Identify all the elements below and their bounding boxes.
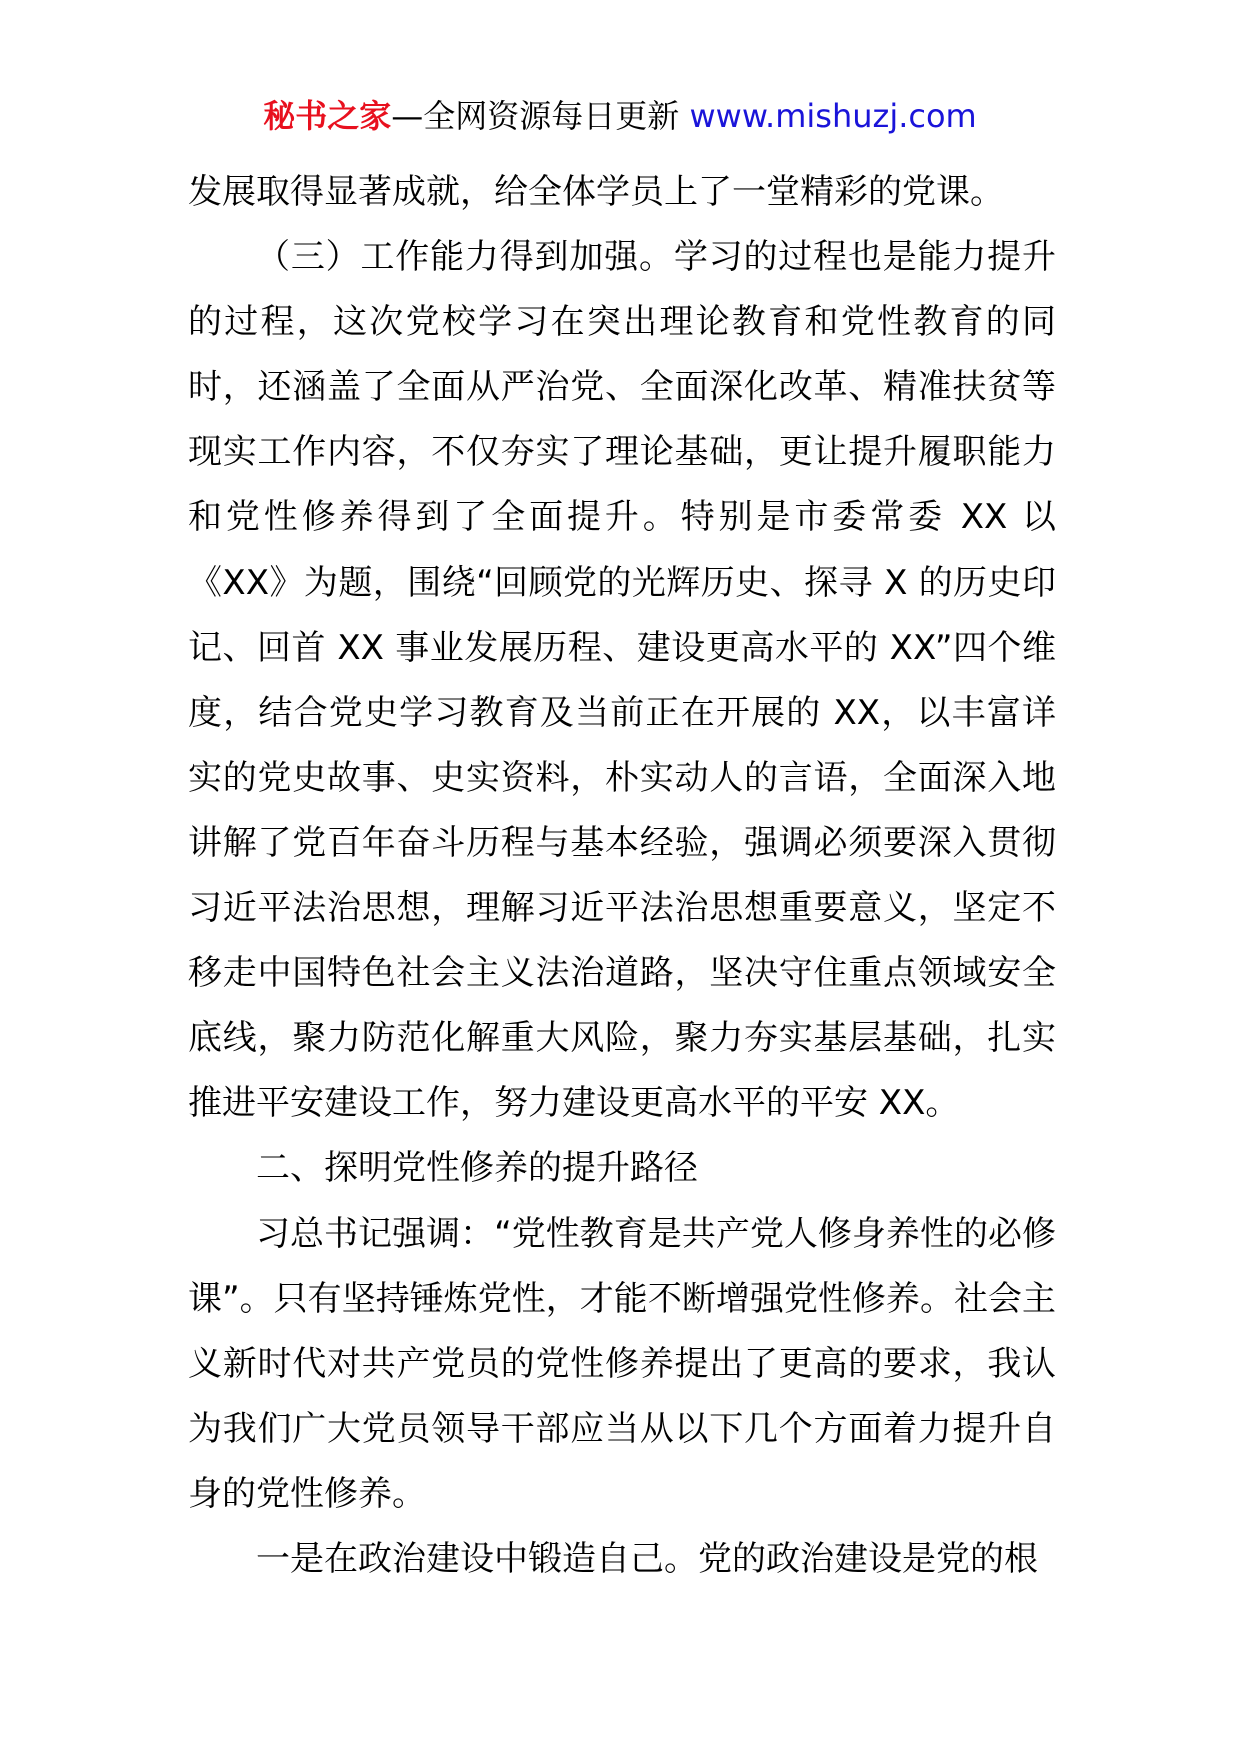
- paragraph-work-ability: （三）工作能力得到加强。学习的过程也是能力提升的过程，这次党校学习在突出理论教育和党性教育的同时，还涵盖了全面从严治党、全面深化改革、精准扶贫等现实工作内容，不仅夯实了理论基础，更让提升履职能力和党性修养得到了全面提升。特别是市委常委 XX 以《XX》为题，围绕“回顾党的光辉历史、探寻 X 的历史印记、回首 XX 事业发展历程、建设更高水平的 XX”四个维度，结合党史学习教育及当前正在开展的 XX，以丰富详实的党史故事、史实资料，朴实动人的言语，全面深入地讲解了党百年奋斗历程与基本经验，强调必须要深入贯彻习近平法治思想，理解习近平法治思想重要意义，坚定不移走中国特色社会主义法治道路，坚决守住重点领域安全底线，聚力防范化解重大风险，聚力夯实基层基础，扎实推进平安建设工作，努力建设更高水平的平安 XX。: [188, 237, 1056, 1124]
- brand-name: 秘书之家: [263, 97, 392, 135]
- site-header: [0, 96, 1240, 136]
- document-body: [188, 160, 1056, 1592]
- paragraph-continuation: 发展取得显著成就，给全体学员上了一堂精彩的党课。: [188, 172, 1004, 212]
- section-heading-2: 二、探明党性修养的提升路径: [256, 1148, 698, 1189]
- site-url-link[interactable]: www.mishuzj.com: [689, 97, 977, 135]
- paragraph-party-education: 习总书记强调：“党性教育是共产党人修身养性的必修课”。只有坚持锤炼党性，才能不断增强党性修养。社会主义新时代对共产党员的党性修养提出了更高的要求，我认为我们广大党员领导干部应当从以下几个方面着力提升自身的党性修养。: [188, 1213, 1056, 1514]
- header-tagline: —全网资源每日更新: [391, 97, 690, 135]
- paragraph-political-building: 一是在政治建设中锻造自己。党的政治建设是党的根: [256, 1538, 1038, 1579]
